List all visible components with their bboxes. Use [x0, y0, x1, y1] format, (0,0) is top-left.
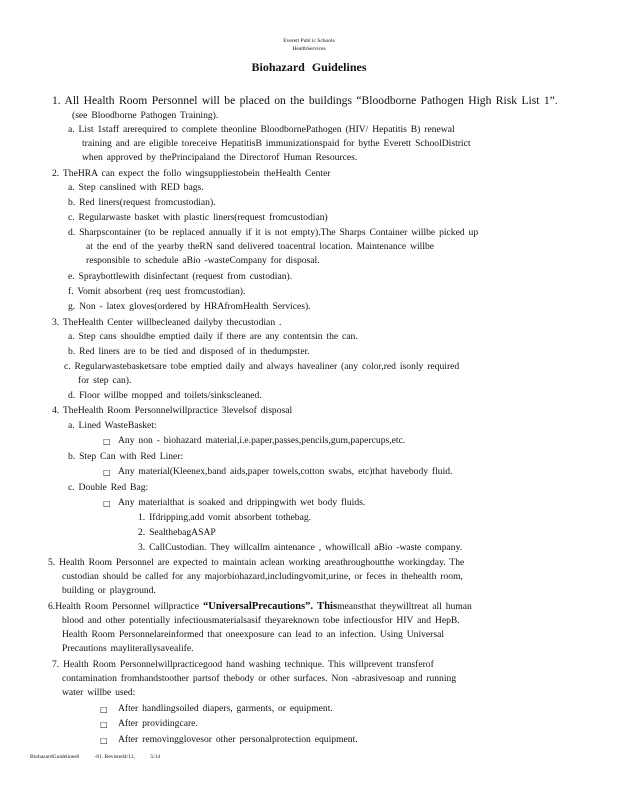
text-line: for step can). — [78, 375, 132, 386]
footer-revision: -01. Revisted4/12, — [94, 754, 136, 760]
text-line: a. Step canslined with RED bags. — [68, 182, 204, 193]
text-line: b. Red liners(request fromcustodian). — [68, 197, 216, 208]
text-line: 4. TheHealth Room Personnelwillpractice 3levelsof disposal — [52, 405, 293, 416]
text-line: when approved by thePrincipaland the Directorof Human Resources. — [82, 152, 358, 163]
text-line: contamination fromhandstoother partsof thebody or other surfaces. Non -abrasivesoap and running — [62, 673, 457, 684]
text-line: c. Regularwastebasketsare tobe emptied daily and always havealiner (any color,red isonly required — [64, 361, 460, 372]
text-line: d. Sharpscontainer (to be replaced annually if it is not empty).The Sharps Container willbe picked up — [68, 227, 479, 238]
text-line: 5. Health Room Personnel are expected to maintain aclean working areathroughoutthe workingday. The — [48, 557, 465, 568]
bold-phrase: “UniversalPrecautions”. This — [202, 601, 338, 612]
text-line: b. Step Can with Red Liner: — [68, 451, 184, 462]
department-header: HealthServices — [292, 46, 326, 52]
text-line: 1. All Health Room Personnel will be placed on the buildings “Bloodborne Pathogen High Risk List 1”. — [52, 94, 558, 107]
text-line: After providingcare. — [118, 718, 198, 729]
text-line: a. Step cans shouldbe emptied daily if there are any contentsin the can. — [68, 331, 358, 342]
footer-page-number: 5/14 — [150, 754, 161, 760]
text-line: f. Vomit absorbent (req uest fromcustodian). — [68, 286, 246, 297]
text-line: blood and other potentially infectiousmaterialsasif theyareknown tobe infectiousfor HIV and HepB. — [62, 615, 460, 626]
text-line: 3. TheHealth Center willbecleaned dailyby thecustodian . — [52, 317, 282, 328]
text-line: c. Regularwaste basket with plastic liners(request fromcustodian) — [68, 212, 328, 223]
bullet-box-icon: □ — [100, 736, 108, 745]
text-line: Precautions mayliterallysavealife. — [62, 643, 194, 654]
text-line: responsible to schedule aBio -wasteCompany for disposal. — [86, 255, 320, 266]
bullet-box-icon: □ — [100, 705, 108, 714]
text-line: (see Bloodborne Pathogen Training). — [72, 110, 219, 121]
text-line: Any non - biohazard material,i.e.paper,passes,pencils,gum,papercups,etc. — [118, 435, 406, 446]
bullet-box-icon: □ — [103, 499, 111, 508]
text-line: water willbe used: — [62, 687, 136, 698]
text-line: After handlingsoiled diapers, garments, or equipment. — [118, 703, 333, 714]
text-line: 1. Ifdripping,add vomit absorbent tothebag. — [138, 512, 312, 523]
text-line: e. Spraybottlewith disinfectant (request from custodian). — [68, 271, 293, 282]
text-line: 7. Health Room Personnelwillpracticegood hand washing technique. This willprevent transferof — [52, 659, 434, 670]
school-header: Everett Publ ic Schools — [283, 38, 335, 44]
text-line: 2. SealthebagASAP — [138, 527, 216, 538]
text-line: 2. TheHRA can expect the follo wingsuppliestobein theHealth Center — [52, 168, 331, 179]
page-title: Biohazard Guidelines — [251, 60, 367, 74]
text-line: building or playground. — [62, 585, 156, 596]
text-line: Any material(Kleenex,band aids,paper towels,cotton swabs, etc)that havebody fluid. — [118, 466, 453, 477]
text-line: a. List 1staff arerequired to complete theonline BloodbornePathogen (HIV/ Hepatitis B) renewal — [68, 124, 455, 135]
text-line: b. Red liners are to be tied and disposed of in thedumpster. — [68, 346, 310, 357]
text-line: training and are eligible toreceive HepatitisB immunizationspaid for bythe Everett SchoolDistrict — [82, 138, 471, 149]
text-line: c. Double Red Bag: — [68, 482, 149, 493]
text-line: d. Floor willbe mopped and toilets/sinkscleaned. — [68, 390, 262, 401]
text-line: g. Non - latex gloves(ordered by HRAfromHealth Services). — [68, 301, 311, 312]
page-footer — [30, 754, 174, 760]
text-line: Health Room Personnelareinformed that oneexposure can lead to an infection. Using Universal — [62, 629, 445, 640]
text-line: 3. CallCustodian. They willcallm aintenance , whowillcall aBio -waste company. — [138, 542, 463, 553]
text-line: 6.Health Room Personnel willpractice “UniversalPrecautions”. Thismeansthat theywilltreat all human — [48, 601, 472, 612]
text-line: a. Lined WasteBasket: — [68, 420, 157, 431]
text-line: at the end of the yearby theRN sand delivered toacentral location. Maintenance willbe — [86, 241, 435, 252]
text-line: custodian should be called for any majorbiohazard,includingvomit,urine, or feces in thehealth room, — [62, 571, 463, 582]
bullet-box-icon: □ — [100, 720, 108, 729]
bullet-box-icon: □ — [103, 468, 111, 477]
text-line: After removingglovesor other personalprotection equipment. — [118, 734, 358, 745]
footer-filename: BiohazardGuidelines8 — [30, 754, 80, 760]
text-line: Any materialthat is soaked and drippingwith wet body fluids. — [118, 497, 366, 508]
bullet-box-icon: □ — [103, 437, 111, 446]
